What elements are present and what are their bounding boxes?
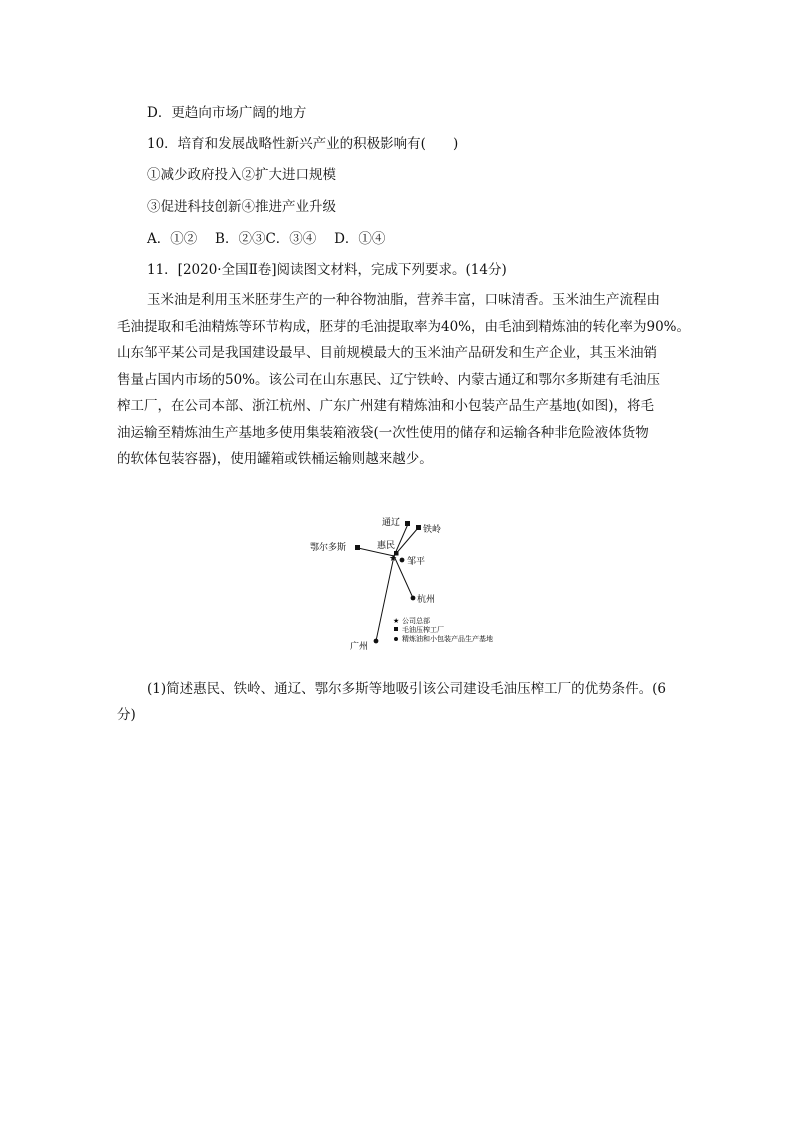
- hq-star-icon: ★: [389, 554, 398, 564]
- question-10-statement-1: ①减少政府投入②扩大进口规模: [147, 167, 336, 183]
- material-line: 榨工厂，在公司本部、浙江杭州、广东广州建有精炼油和小包装产品生产基地(如图)，将毛: [117, 398, 655, 414]
- legend-refine-label: 精炼油和小包装产品生产基地: [402, 635, 493, 643]
- material-line: 山东邹平某公司是我国建设最早、目前规模最大的玉米油产品研发和生产企业，其玉米油销: [117, 345, 657, 361]
- legend-crude-label: 毛油压榨工厂: [402, 626, 444, 634]
- label-tieling: 铁岭: [423, 525, 442, 535]
- label-guangzhou: 广州: [350, 642, 369, 652]
- question-10-options: A．①② B．②③C．③④ D．①④: [147, 231, 386, 247]
- label-hangzhou: 杭州: [417, 595, 436, 605]
- legend-crude-icon: [394, 627, 398, 631]
- material-line: 的软体包装容器)，使用罐箱或铁桶运输则越来越少。: [117, 451, 433, 467]
- material-line: 油运输至精炼油生产基地多使用集装箱液袋(一次性使用的储存和运输各种非危险液体货物: [117, 424, 649, 441]
- label-erdos: 鄂尔多斯: [310, 543, 347, 553]
- question-11-stem: 11．[2020·全国Ⅱ卷]阅读图文材料，完成下列要求。(14分): [147, 262, 507, 278]
- company-location-map: [300, 510, 530, 655]
- question-10-statement-2: ③促进科技创新④推进产业升级: [147, 199, 336, 215]
- tieling-marker-icon: [416, 525, 421, 530]
- hangzhou-marker-icon: [411, 596, 416, 601]
- zouping-base-marker-icon: [400, 558, 405, 563]
- guangzhou-marker-icon: [374, 639, 379, 644]
- part-1-line: (1)简述惠民、铁岭、通辽、鄂尔多斯等地吸引该公司建设毛油压榨工厂的优势条件。(6: [147, 681, 666, 697]
- material-line: 毛油提取和毛油精炼等环节构成，胚芽的毛油提取率为40%，由毛油到精炼油的转化率为90%。: [117, 318, 691, 335]
- erdos-marker-icon: [355, 545, 360, 550]
- label-huimin: 惠民: [377, 541, 396, 551]
- question-10-stem: 10．培育和发展战略性新兴产业的积极影响有( ): [147, 136, 459, 152]
- question-11-part-1: [117, 676, 697, 728]
- label-tongliao: 通辽: [382, 518, 401, 528]
- legend-hq-icon: ★: [393, 617, 400, 625]
- material-line: 玉米油是利用玉米胚芽生产的一种谷物油脂，营养丰富，口味清香。玉米油生产流程由: [147, 292, 660, 308]
- tongliao-marker-icon: [405, 521, 410, 526]
- legend-refine-icon: [394, 637, 398, 641]
- part-1-line: 分): [117, 707, 136, 723]
- label-zouping: 邹平: [407, 557, 426, 567]
- route-line: [376, 556, 394, 641]
- question-11-material: [117, 287, 697, 473]
- material-line: 售量占国内市场的50%。该公司在山东惠民、辽宁铁岭、内蒙古通辽和鄂尔多斯建有毛油压: [117, 371, 661, 388]
- map-legend: [393, 616, 493, 643]
- option-d: D．更趋向市场广阔的地方: [147, 105, 307, 121]
- legend-hq-label: 公司总部: [402, 617, 430, 625]
